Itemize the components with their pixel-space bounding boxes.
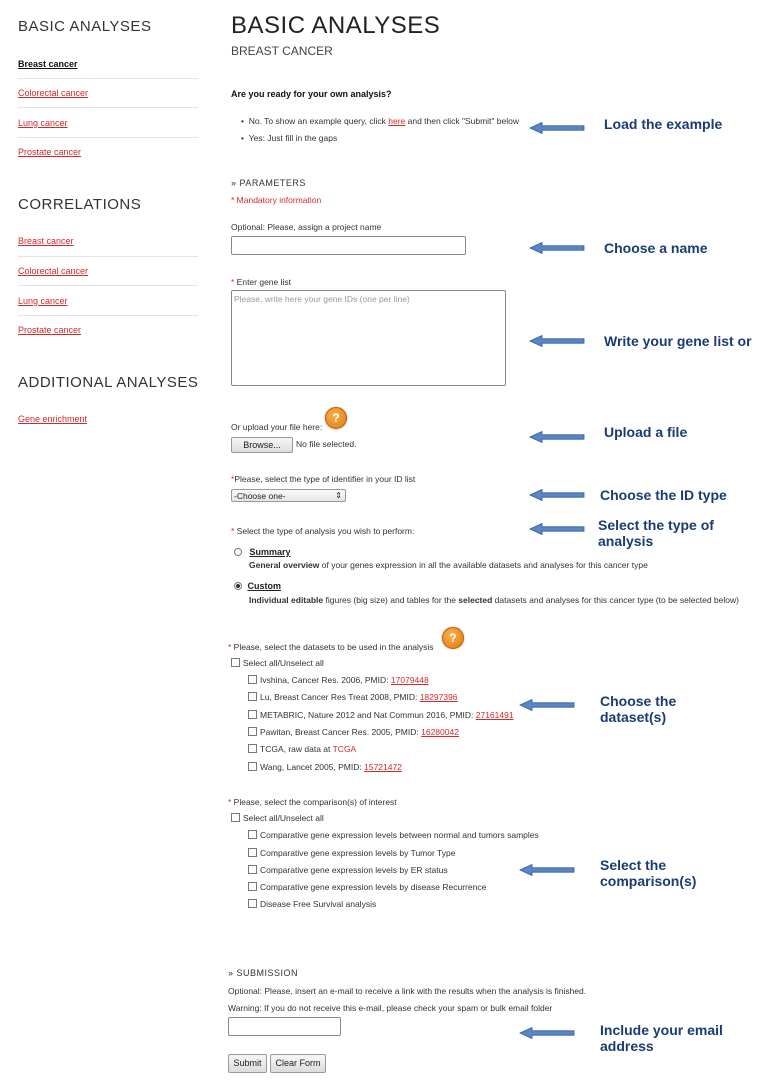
sidebar-item-corr-colorectal[interactable]: Colorectal cancer (18, 266, 89, 276)
datasets-label: * Please, select the datasets to be used in the analysis (228, 642, 434, 652)
gene-list-placeholder: Please, write here your gene IDs (one per line) (234, 294, 410, 304)
page-subtitle: BREAST CANCER (231, 44, 333, 58)
no-file-selected: No file selected. (296, 439, 357, 449)
checkbox[interactable] (248, 727, 257, 736)
intro-question: Are you ready for your own analysis? (231, 89, 392, 99)
left-arrow-icon (529, 335, 585, 347)
annotation-email: Include your email address (600, 1022, 723, 1054)
sidebar-heading-additional: ADDITIONAL ANALYSES (18, 374, 199, 391)
email-warning: Warning: If you do not receive this e-mail, please check your spam or bulk email folder (228, 1003, 553, 1013)
intro-no-item: • No. To show an example query, click here and then click "Submit" below (241, 116, 520, 126)
id-type-label: *Please, select the type of identifier in your ID list (231, 474, 416, 484)
comparison-item[interactable]: Comparative gene expression levels by ER status (248, 865, 448, 875)
summary-radio[interactable] (234, 548, 242, 556)
comparisons-label: * Please, select the comparison(s) of interest (228, 797, 397, 807)
summary-title[interactable]: Summary (249, 547, 291, 557)
intro-no-text: No. To show an example query, click (248, 116, 389, 126)
custom-radio[interactable] (234, 582, 242, 590)
intro-yes-text: Yes: Just fill in the gaps (248, 133, 338, 143)
annotation-analysis-type: Select the type of analysis (598, 517, 714, 549)
help-question-icon[interactable]: ? (442, 627, 464, 649)
summary-description: General overview of your genes expression in all the available datasets and analyses for this cancer type (249, 560, 648, 570)
dataset-item[interactable]: Lu, Breast Cancer Res Treat 2008, PMID: 18297396 (248, 692, 458, 702)
checkbox[interactable] (231, 813, 240, 822)
checkbox[interactable] (248, 865, 257, 874)
summary-option[interactable] (234, 542, 290, 560)
checkbox[interactable] (248, 675, 257, 684)
tcga-link[interactable]: TCGA (332, 744, 357, 754)
submit-button[interactable]: Submit (228, 1054, 267, 1073)
annotation-choose-name: Choose a name (604, 240, 708, 256)
pmid-link[interactable]: 15721472 (364, 762, 402, 772)
sidebar-item-colorectal[interactable]: Colorectal cancer (18, 88, 89, 98)
checkbox[interactable] (248, 848, 257, 857)
pmid-link[interactable]: 18297396 (419, 692, 458, 702)
upload-label: Or upload your file here: (231, 422, 323, 432)
project-name-label: Optional: Please, assign a project name (231, 222, 382, 232)
page-title: BASIC ANALYSES (231, 12, 441, 39)
datasets-select-all[interactable]: Select all/Unselect all (231, 658, 324, 668)
checkbox[interactable] (248, 899, 257, 908)
id-type-select[interactable] (231, 489, 346, 502)
id-type-selected: -Choose one- (234, 491, 286, 501)
email-label: Optional: Please, insert an e-mail to receive a link with the results when the analysis is finished. (228, 986, 587, 996)
clear-form-button[interactable]: Clear Form (270, 1054, 326, 1073)
annotation-id-type: Choose the ID type (600, 487, 727, 503)
dataset-item[interactable]: METABRIC, Nature 2012 and Nat Commun 2016, PMID: 27161491 (248, 710, 514, 720)
gene-list-textarea[interactable] (231, 290, 506, 386)
left-arrow-icon (529, 431, 585, 443)
left-arrow-icon (529, 242, 585, 254)
divider (18, 107, 198, 108)
sidebar-item-prostate[interactable]: Prostate cancer (18, 147, 82, 157)
example-here-link[interactable]: here (388, 116, 406, 126)
sidebar-item-lung[interactable]: Lung cancer (18, 118, 68, 128)
pmid-link[interactable]: 16280042 (421, 727, 459, 737)
comparison-item[interactable]: Disease Free Survival analysis (248, 899, 376, 909)
custom-option[interactable] (234, 576, 281, 594)
divider (18, 256, 198, 257)
comparison-item[interactable]: Comparative gene expression levels by Tumor Type (248, 848, 455, 858)
left-arrow-icon (529, 122, 585, 134)
comparisons-select-all[interactable]: Select all/Unselect all (231, 813, 324, 823)
checkbox[interactable] (248, 744, 257, 753)
left-arrow-icon (519, 864, 575, 876)
checkbox[interactable] (248, 882, 257, 891)
sidebar-item-corr-prostate[interactable]: Prostate cancer (18, 325, 82, 335)
mandatory-note: * Mandatory information (231, 195, 322, 205)
annotation-load-example: Load the example (604, 116, 723, 132)
custom-title[interactable]: Custom (247, 581, 281, 591)
divider (18, 137, 198, 138)
annotation-upload: Upload a file (604, 424, 688, 440)
intro-yes-item: • Yes: Just fill in the gaps (241, 133, 338, 143)
checkbox[interactable] (248, 830, 257, 839)
divider (18, 315, 198, 316)
checkbox[interactable] (231, 658, 240, 667)
left-arrow-icon (519, 1027, 575, 1039)
sidebar-heading-basic: BASIC ANALYSES (18, 18, 152, 35)
sidebar-item-breast[interactable]: Breast cancer (18, 59, 78, 69)
checkbox[interactable] (248, 692, 257, 701)
divider (18, 285, 198, 286)
browse-button[interactable]: Browse... (231, 437, 293, 453)
dataset-item[interactable]: Wang, Lancet 2005, PMID: 15721472 (248, 762, 402, 772)
submission-section-title: » SUBMISSION (228, 968, 299, 978)
checkbox[interactable] (248, 710, 257, 719)
sidebar-item-corr-breast[interactable]: Breast cancer (18, 236, 74, 246)
pmid-link[interactable]: 17079448 (390, 675, 429, 685)
project-name-input[interactable] (231, 236, 466, 255)
pmid-link[interactable]: 27161491 (475, 710, 514, 720)
checkbox[interactable] (248, 762, 257, 771)
intro-no-suffix: and then click "Submit" below (405, 116, 520, 126)
sidebar-item-corr-lung[interactable]: Lung cancer (18, 296, 68, 306)
dataset-item[interactable]: TCGA, raw data at TCGA (248, 744, 356, 754)
annotation-comparisons: Select the comparison(s) (600, 857, 697, 889)
custom-description: Individual editable figures (big size) and tables for the selected datasets and analyses for this cancer type (to be selected below) (249, 595, 739, 605)
parameters-section-title: » PARAMETERS (231, 178, 306, 188)
annotation-gene-list: Write your gene list or (604, 333, 752, 349)
help-question-icon[interactable]: ? (325, 407, 347, 429)
sidebar-item-gene-enrichment[interactable]: Gene enrichment (18, 414, 88, 424)
annotation-datasets: Choose the dataset(s) (600, 693, 677, 725)
left-arrow-icon (529, 489, 585, 501)
left-arrow-icon (529, 523, 585, 535)
email-input[interactable] (228, 1017, 341, 1036)
analysis-type-label: * Select the type of analysis you wish to perform: (231, 526, 415, 536)
dataset-item[interactable]: Pawitan, Breast Cancer Res. 2005, PMID: 16280042 (248, 727, 459, 737)
comparison-item[interactable]: Comparative gene expression levels by disease Recurrence (248, 882, 486, 892)
dataset-item[interactable]: Ivshina, Cancer Res. 2006, PMID: 17079448 (248, 675, 429, 685)
gene-list-label: * Enter gene list (231, 277, 292, 287)
chevron-updown-icon: ⇕ (335, 491, 342, 500)
left-arrow-icon (519, 699, 575, 711)
comparison-item[interactable]: Comparative gene expression levels between normal and tumors samples (248, 830, 539, 840)
sidebar-heading-correlations: CORRELATIONS (18, 196, 142, 213)
divider (18, 78, 198, 79)
